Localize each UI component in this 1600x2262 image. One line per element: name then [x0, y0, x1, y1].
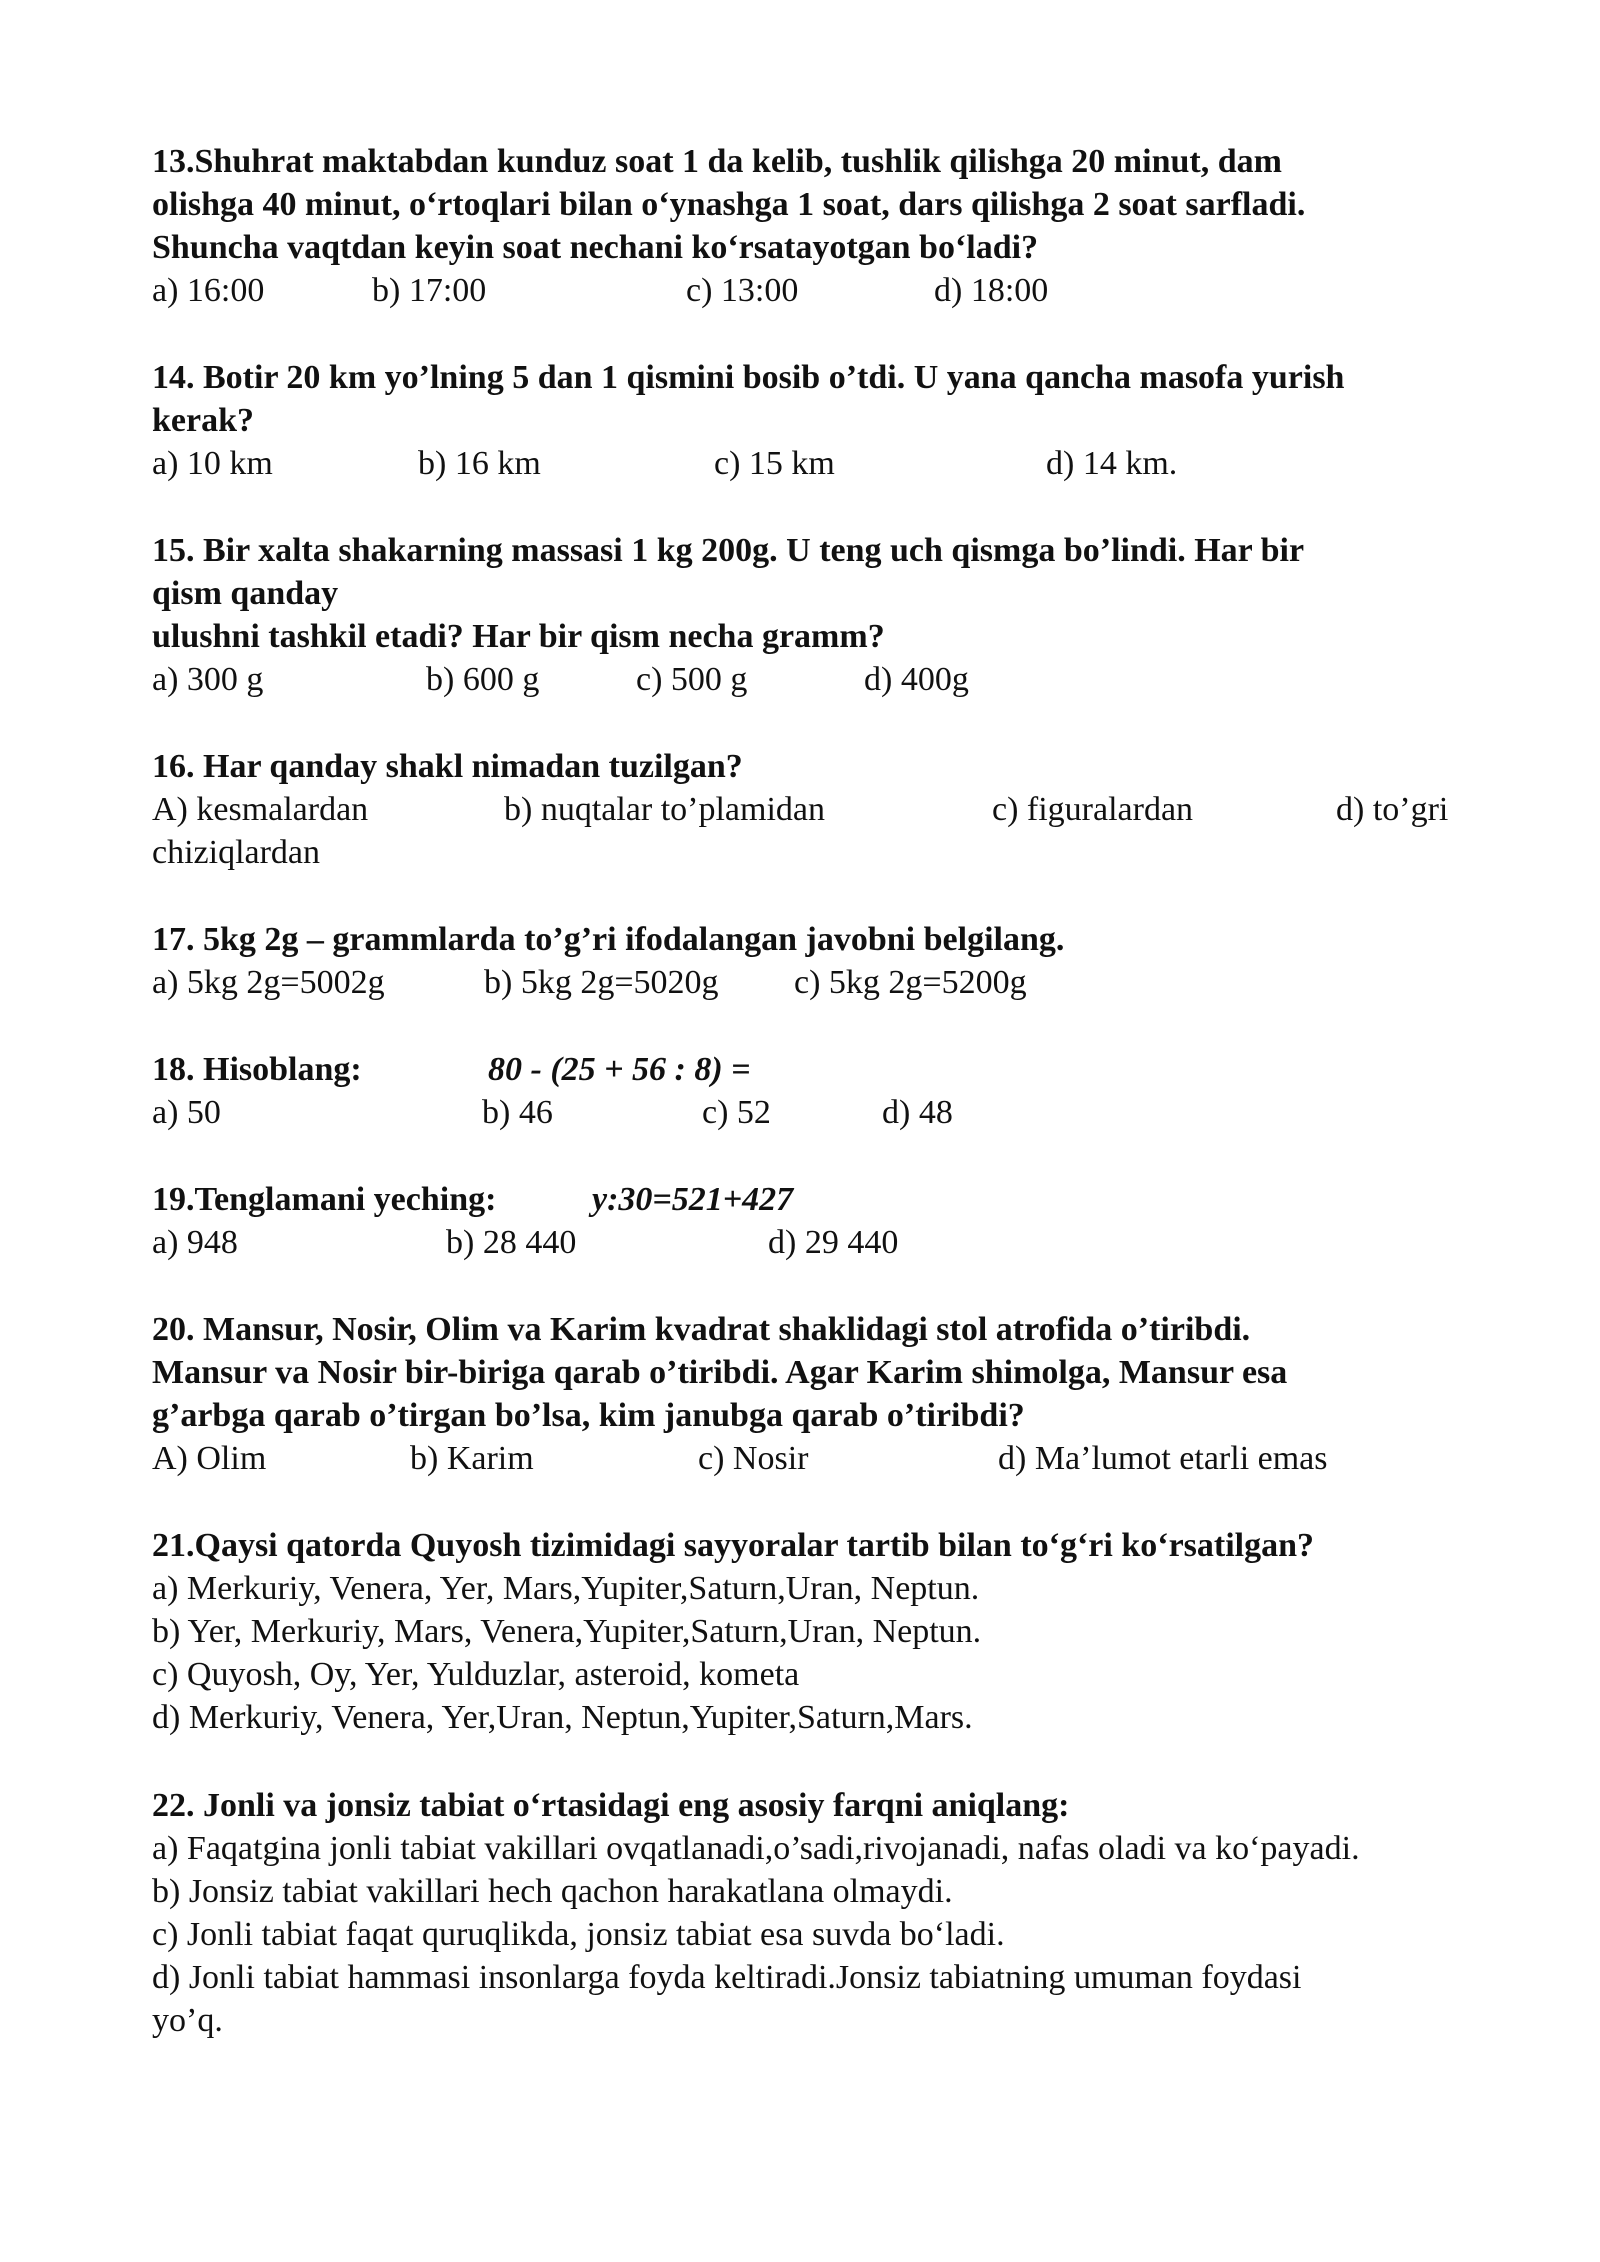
question-19: [152, 1178, 1512, 1264]
question-19-line-1: [152, 1178, 1512, 1221]
q21-option-d: d) Merkuriy, Venera, Yer,Uran, Neptun,Yupiter,Saturn,Mars.: [152, 1699, 973, 1736]
question-19-options: [152, 1221, 1512, 1264]
q21-option-a: a) Merkuriy, Venera, Yer, Mars,Yupiter,Saturn,Uran, Neptun.: [152, 1570, 980, 1607]
question-14-line-2: kerak?: [152, 402, 254, 439]
q14-option-c: c) 15 km: [714, 445, 835, 482]
q15-option-b: b) 600 g: [426, 661, 540, 698]
q16-option-d: d) to’gri: [1336, 791, 1449, 828]
question-20: [152, 1308, 1512, 1480]
q21-option-b: b) Yer, Merkuriy, Mars, Venera,Yupiter,Saturn,Uran, Neptun.: [152, 1613, 982, 1650]
q16-option-b: b) nuqtalar to’plamidan: [504, 791, 826, 828]
q22-option-b: b) Jonsiz tabiat vakillari hech qachon harakatlana olmaydi.: [152, 1873, 953, 1910]
q16-option-d-continuation: chiziqlardan: [152, 834, 321, 871]
q16-option-a: A) kesmalardan: [152, 791, 369, 828]
question-15-line-2: qism qanday: [152, 575, 339, 612]
question-16: [152, 745, 1512, 874]
question-20-options: [152, 1437, 1512, 1480]
q17-option-b: b) 5kg 2g=5020g: [484, 964, 719, 1001]
q20-option-a: A) Olim: [152, 1440, 267, 1477]
q15-option-d: d) 400g: [864, 661, 969, 698]
q15-option-a: a) 300 g: [152, 661, 264, 698]
question-20-line-1: 20. Mansur, Nosir, Olim va Karim kvadrat shaklidagi stol atrofida o’tiribdi.: [152, 1311, 1251, 1348]
question-13-options: [152, 269, 1512, 312]
question-15-options: [152, 658, 1512, 701]
question-14-line-1: 14. Botir 20 km yo’lning 5 dan 1 qismini bosib o’tdi. U yana qancha masofa yurish: [152, 359, 1345, 396]
question-15-line-3: ulushni tashkil etadi? Har bir qism necha gramm?: [152, 618, 885, 655]
q20-option-d: d) Ma’lumot etarli emas: [998, 1440, 1328, 1477]
q18-option-a: a) 50: [152, 1094, 221, 1131]
question-22-line-1: 22. Jonli va jonsiz tabiat o‘rtasidagi eng asosiy farqni aniqlang:: [152, 1787, 1070, 1824]
question-21: [152, 1524, 1512, 1739]
question-17-options: [152, 961, 1512, 1004]
q20-option-c: c) Nosir: [698, 1440, 809, 1477]
q17-option-c: c) 5kg 2g=5200g: [794, 964, 1027, 1001]
q13-option-a: a) 16:00: [152, 272, 265, 309]
q13-option-d: d) 18:00: [934, 272, 1049, 309]
q17-option-a: a) 5kg 2g=5002g: [152, 964, 385, 1001]
q16-option-c: c) figuralardan: [992, 791, 1194, 828]
question-22: [152, 1784, 1552, 2042]
q18-option-b: b) 46: [482, 1094, 553, 1131]
question-18-line-1: [152, 1048, 1512, 1091]
q14-option-d: d) 14 km.: [1046, 445, 1178, 482]
question-13: [152, 140, 1512, 312]
q22-option-c: c) Jonli tabiat faqat quruqlikda, jonsiz tabiat esa suvda bo‘ladi.: [152, 1916, 1005, 1953]
question-16-line-1: 16. Har qanday shakl nimadan tuzilgan?: [152, 748, 743, 785]
q18-option-d: d) 48: [882, 1094, 953, 1131]
question-14-options: [152, 442, 1512, 485]
q13-option-c: c) 13:00: [686, 272, 799, 309]
question-15: [152, 529, 1512, 701]
q22-option-d-continuation: yo’q.: [152, 2002, 223, 2039]
q19-option-a: a) 948: [152, 1224, 238, 1261]
question-15-line-1: 15. Bir xalta shakarning massasi 1 kg 200g. U teng uch qismga bo’lindi. Har bir: [152, 532, 1305, 569]
q22-option-a: a) Faqatgina jonli tabiat vakillari ovqatlanadi,o’sadi,rivojanadi, nafas oladi va ko‘payadi.: [152, 1830, 1360, 1867]
question-18-options: [152, 1091, 1512, 1134]
question-18-expression: 80 - (25 + 56 : 8) =: [488, 1051, 751, 1088]
q14-option-b: b) 16 km: [418, 445, 541, 482]
question-13-line-1: 13.Shuhrat maktabdan kunduz soat 1 da kelib, tushlik qilishga 20 minut, dam: [152, 143, 1282, 180]
question-20-line-2: Mansur va Nosir bir-biriga qarab o’tiribdi. Agar Karim shimolga, Mansur esa: [152, 1354, 1288, 1391]
question-14: [152, 356, 1512, 485]
q19-option-b: b) 28 440: [446, 1224, 577, 1261]
q21-option-c: c) Quyosh, Oy, Yer, Yulduzlar, asteroid, kometa: [152, 1656, 800, 1693]
q14-option-a: a) 10 km: [152, 445, 273, 482]
question-13-line-2: olishga 40 minut, o‘rtoqlari bilan o‘ynashga 1 soat, dars qilishga 2 soat sarfladi.: [152, 186, 1306, 223]
question-17-line-1: 17. 5kg 2g – grammlarda to’g’ri ifodalangan javobni belgilang.: [152, 921, 1065, 958]
q18-option-c: c) 52: [702, 1094, 771, 1131]
question-19-expression: y:30=521+427: [592, 1181, 794, 1218]
question-13-line-3: Shuncha vaqtdan keyin soat nechani ko‘rsatayotgan bo‘ladi?: [152, 229, 1039, 266]
question-21-line-1: 21.Qaysi qatorda Quyosh tizimidagi sayyoralar tartib bilan to‘g‘ri ko‘rsatilgan?: [152, 1527, 1315, 1564]
question-17: [152, 918, 1512, 1004]
q13-option-b: b) 17:00: [372, 272, 487, 309]
q19-option-d: d) 29 440: [768, 1224, 899, 1261]
question-18-label: 18. Hisoblang:: [152, 1051, 362, 1088]
q20-option-b: b) Karim: [410, 1440, 534, 1477]
question-19-label: 19.Tenglamani yeching:: [152, 1181, 497, 1218]
question-18: [152, 1048, 1512, 1134]
q22-option-d: d) Jonli tabiat hammasi insonlarga foyda keltiradi.Jonsiz tabiatning umuman foydasi: [152, 1959, 1302, 1996]
q15-option-c: c) 500 g: [636, 661, 748, 698]
question-16-options: [152, 788, 1512, 831]
question-20-line-3: g’arbga qarab o’tirgan bo’lsa, kim janubga qarab o’tiribdi?: [152, 1397, 1025, 1434]
